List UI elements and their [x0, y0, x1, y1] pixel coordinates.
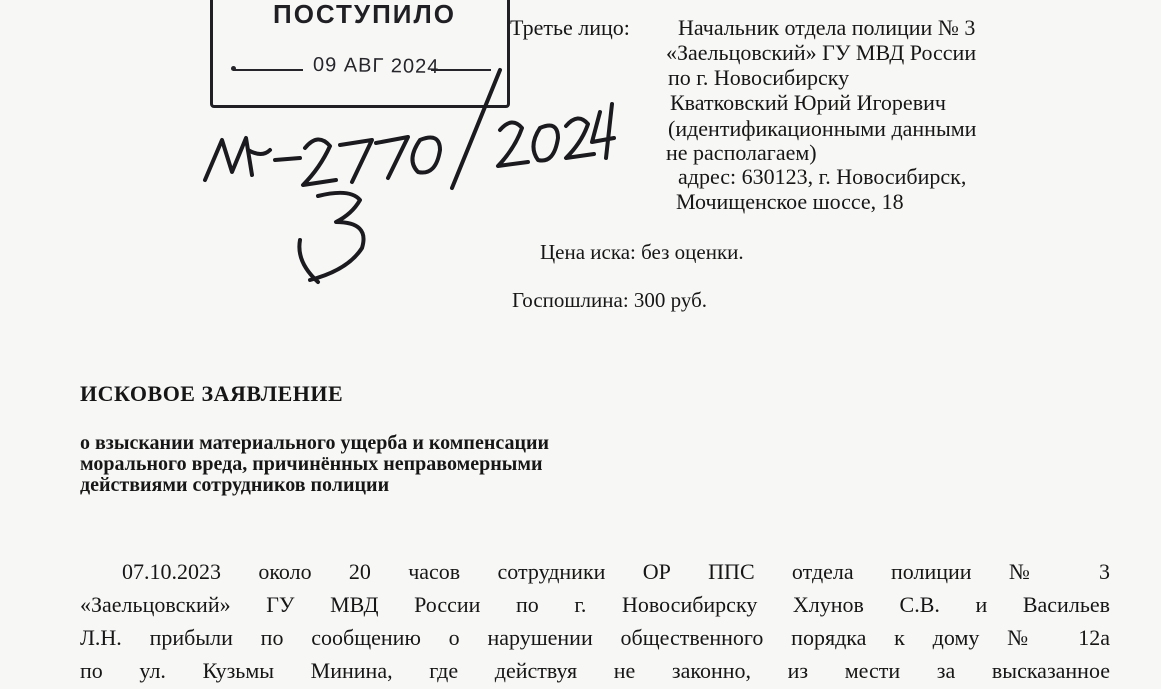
stamp-dot	[231, 66, 236, 71]
third-party-line: Начальник отдела полиции № 3	[678, 15, 976, 40]
body-line: 07.10.2023 около 20 часов сотрудники ОР ППС отдела полиции № 3	[122, 559, 1110, 584]
body-paragraph	[80, 555, 1110, 687]
subtitle-line: морального вреда, причинённых неправомерными	[80, 453, 543, 475]
stamp-line-left	[233, 69, 303, 71]
stamp-line-right	[431, 69, 491, 71]
body-line: по ул. Кузьмы Минина, где действуя не законно, из мести за высказанное	[80, 658, 1110, 683]
body-line: Л.Н. прибыли по сообщению о нарушении общественного порядка к дому № 12а	[80, 625, 1110, 650]
third-party-address: адрес: 630123, г. Новосибирск,	[678, 164, 967, 189]
body-line: «Заельцовский» ГУ МВД России по г. Новосибирску Хлунов С.В. и Васильев	[80, 592, 1110, 617]
document-title: ИСКОВОЕ ЗАЯВЛЕНИЕ	[80, 381, 344, 406]
received-stamp	[210, 0, 510, 108]
third-party-label: Третье лицо:	[510, 15, 630, 40]
third-party-line: Кватковский Юрий Игоревич	[670, 90, 946, 115]
third-party-line: не располагаем)	[666, 140, 817, 165]
claim-price: Цена иска: без оценки.	[540, 240, 744, 264]
third-party-address: Мочищенское шоссе, 18	[676, 189, 904, 214]
third-party-line: (идентификационными данными	[668, 116, 977, 141]
third-party-line: по г. Новосибирску	[668, 65, 850, 90]
state-fee: Госпошлина: 300 руб.	[512, 288, 708, 312]
subtitle-line: действиями сотрудников полиции	[80, 474, 390, 496]
third-party-line: «Заельцовский» ГУ МВД России	[666, 40, 977, 65]
subtitle-line: о взыскании материального ущерба и компенсации	[80, 432, 550, 454]
stamp-date: 09 АВГ 2024	[312, 53, 440, 79]
document-subtitle	[80, 433, 549, 496]
stamp-title: ПОСТУПИЛО	[273, 0, 456, 29]
